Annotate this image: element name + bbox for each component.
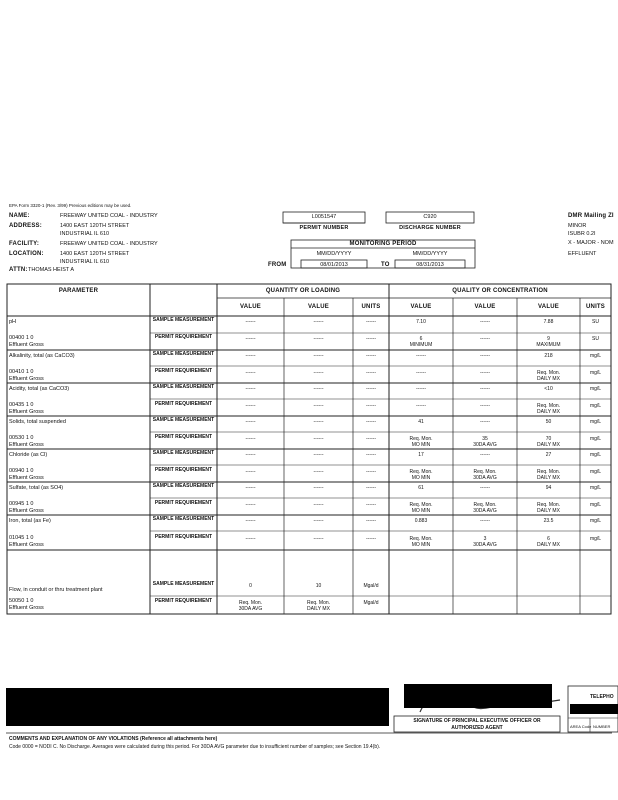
sample-cell: ------	[313, 485, 324, 491]
sample-cell: ------	[416, 353, 426, 359]
permit-cell: ------	[245, 468, 256, 475]
conc-col-value-3: VALUE	[538, 304, 559, 310]
sample-cell: ------	[245, 452, 256, 458]
permit-cell: ------	[366, 501, 376, 508]
permit-cell: ------	[366, 468, 376, 475]
permit-cell: Req. Mon. 30DA AVG	[473, 468, 497, 481]
sample-cell: ------	[245, 319, 256, 325]
permit-label: PERMIT REQUIREMENT	[154, 598, 213, 604]
sample-cell: ------	[366, 485, 376, 491]
qty-col-value-2: VALUE	[308, 304, 329, 310]
sample-label: SAMPLE MEASUREMENT	[152, 483, 215, 489]
sample-cell: 94	[545, 485, 552, 491]
param-code: 00435 1 0	[9, 401, 34, 408]
address-label: ADDRESS:	[9, 223, 42, 229]
sample-cell: mg/L	[589, 452, 602, 458]
param-code: 00945 1 0	[9, 500, 34, 507]
sample-cell: ------	[480, 452, 490, 458]
permit-cell: ------	[366, 435, 376, 442]
name-value: FREEWAY UNITED COAL - INDUSTRY	[60, 213, 158, 219]
permit-label: PERMIT REQUIREMENT	[154, 400, 213, 407]
sample-cell: Mgal/d	[363, 583, 379, 589]
redacted-block-left	[6, 688, 389, 726]
conc-header: QUALITY OR CONCENTRATION	[452, 288, 548, 294]
param-name: Sulfate, total (as SO4)	[9, 485, 64, 491]
to-label: TO	[381, 262, 390, 268]
permit-cell: 70 DAILY MX	[537, 435, 560, 448]
permit-cell: ------	[313, 535, 324, 542]
permit-cell: Req. Mon. MO MIN	[409, 501, 433, 514]
permit-cell: ------	[416, 369, 426, 376]
permit-cell: ------	[480, 369, 490, 376]
param-location: Effluent Gross	[9, 605, 44, 611]
permit-cell: ------	[313, 402, 324, 409]
conc-col-value-2: VALUE	[474, 304, 496, 310]
permit-cell: mg/L	[589, 402, 602, 409]
param-location: Effluent Gross	[9, 408, 44, 415]
permit-cell: Req. Mon. DAILY MX	[536, 501, 561, 514]
comments-title: COMMENTS AND EXPLANATION OF ANY VIOLATIONS (Reference all attachments here)	[9, 736, 218, 742]
sample-cell: ------	[313, 386, 324, 392]
permit-cell: mg/L	[589, 535, 602, 542]
permit-cell: Req. Mon. MO MIN	[409, 435, 433, 448]
sample-cell: ------	[366, 518, 376, 524]
to-date: 08/31/2013	[416, 262, 444, 268]
sample-cell: ------	[480, 319, 490, 325]
permit-label: PERMIT REQUIREMENT	[154, 367, 213, 374]
param-location: Effluent Gross	[9, 474, 44, 481]
param-name: Iron, total (as Fe)	[9, 518, 51, 524]
permit-cell: ------	[245, 402, 256, 409]
form-note: EPA Form 3320-1 (Rev. 3/99) Previous editions may be used.	[9, 203, 132, 208]
sample-cell: ------	[366, 419, 376, 425]
right-line2: ISUBR 0.2I	[568, 231, 596, 237]
attn-label: ATTN:	[9, 267, 28, 273]
sample-cell: ------	[313, 319, 324, 325]
permit-cell: 3 30DA AVG	[473, 535, 497, 548]
sample-cell: ------	[366, 452, 376, 458]
permit-cell: mg/L	[589, 369, 602, 376]
permit-cell: mg/L	[589, 468, 602, 475]
redacted-block-signature	[404, 684, 552, 708]
qty-header: QUANTITY OR LOADING	[265, 288, 341, 294]
permit-cell: ------	[480, 336, 490, 342]
permit-cell: Req. Mon. MO MIN	[409, 535, 433, 548]
sample-cell: 0.883	[414, 518, 428, 524]
permit-cell: ------	[313, 369, 324, 376]
conc-col-units: UNITS	[586, 304, 605, 310]
from-label: FROM	[268, 262, 287, 268]
permit-cell: Req. Mon. DAILY MX	[536, 468, 561, 481]
sample-cell: ------	[245, 518, 256, 524]
qty-col-value-1: VALUE	[240, 304, 261, 310]
signature-caption-2: AUTHORIZED AGENT	[451, 725, 503, 731]
permit-cell: mg/L	[589, 501, 602, 508]
permit-cell: Req. Mon. DAILY MX	[306, 600, 331, 612]
discharge-number-value: C920	[423, 214, 437, 220]
permit-cell: Req. Mon. 30DA AVG	[473, 501, 497, 514]
from-date: 08/01/2013	[320, 262, 348, 268]
permit-cell: ------	[480, 402, 490, 409]
location-line2: INDUSTRIAL IL 610	[60, 259, 110, 265]
address-line1: 1400 EAST 120TH STREET	[60, 223, 130, 229]
permit-cell: ------	[245, 501, 256, 508]
sample-cell: <10	[544, 386, 553, 392]
sample-label: SAMPLE MEASUREMENT	[152, 450, 215, 456]
sample-label: SAMPLE MEASUREMENT	[152, 516, 215, 522]
sample-cell: ------	[245, 353, 256, 359]
param-code: 00410 1 0	[9, 368, 34, 375]
sample-cell: ------	[245, 386, 256, 392]
permit-cell: Req. Mon. MO MIN	[409, 468, 433, 481]
sample-label: SAMPLE MEASUREMENT	[152, 417, 215, 423]
right-line4: EFFLUENT	[568, 251, 597, 257]
param-name: pH	[9, 319, 17, 325]
signature-caption-1: SIGNATURE OF PRINCIPAL EXECUTIVE OFFICER OR	[413, 718, 541, 724]
permit-cell: 6 MINIMUM	[409, 336, 433, 348]
sample-cell: ------	[480, 386, 490, 392]
param-code: 50050 1 0	[9, 598, 34, 604]
permit-cell: Req. Mon. 30DA AVG	[238, 600, 263, 612]
sample-cell: mg/L	[589, 518, 602, 524]
permit-cell: ------	[245, 336, 256, 342]
permit-cell: ------	[313, 336, 324, 342]
conc-col-value-1: VALUE	[410, 304, 432, 310]
permit-label: PERMIT REQUIREMENT	[154, 334, 213, 340]
attn-value: THOMAS HEIST A	[28, 267, 75, 273]
permit-number-label: PERMIT NUMBER	[299, 225, 349, 231]
permit-cell: Req. Mon. DAILY MX	[536, 369, 561, 382]
from-date-format: MM/DD/YYYY	[316, 251, 352, 257]
sample-cell: mg/L	[589, 419, 602, 425]
param-code: 01045 1 0	[9, 534, 34, 541]
qty-col-units: UNITS	[361, 304, 381, 310]
sample-cell: 7.88	[543, 319, 554, 325]
permit-cell: 9 MAXIMUM	[536, 336, 561, 348]
param-name: Chloride (as Cl)	[9, 452, 48, 458]
location-label: LOCATION:	[9, 251, 44, 257]
sample-cell: ------	[480, 485, 490, 491]
sample-cell: ------	[480, 419, 490, 425]
permit-cell: ------	[366, 402, 376, 409]
sample-cell: ------	[366, 386, 376, 392]
permit-label: PERMIT REQUIREMENT	[154, 433, 213, 440]
sample-cell: ------	[416, 386, 426, 392]
sample-cell: 50	[545, 419, 552, 425]
permit-cell: ------	[245, 369, 256, 376]
permit-cell: ------	[245, 535, 256, 542]
sample-cell: ------	[366, 319, 376, 325]
to-date-format: MM/DD/YYYY	[412, 251, 448, 257]
sample-label: SAMPLE MEASUREMENT	[152, 351, 215, 357]
sample-cell: mg/L	[589, 353, 602, 359]
permit-cell: 6 DAILY MX	[537, 535, 560, 548]
param-location: Effluent Gross	[9, 342, 44, 348]
permit-number-value: L0051547	[311, 214, 337, 220]
permit-cell: ------	[366, 535, 376, 542]
permit-cell: ------	[313, 468, 324, 475]
param-name: Solids, total suspended	[9, 419, 66, 425]
sample-cell: 7.10	[416, 319, 426, 325]
sample-label: SAMPLE MEASUREMENT	[152, 384, 215, 390]
sample-cell: 10	[315, 583, 322, 589]
permit-cell: Mgal/d	[363, 600, 379, 606]
param-name: Acidity, total (as CaCO3)	[9, 386, 70, 392]
permit-cell: ------	[366, 369, 376, 376]
sample-cell: 27	[545, 452, 552, 458]
param-code: 00530 1 0	[9, 434, 34, 441]
param-name: Alkalinity, total (as CaCO3)	[9, 353, 75, 359]
permit-label: PERMIT REQUIREMENT	[154, 533, 213, 540]
discharge-number-label: DISCHARGE NUMBER	[399, 225, 461, 231]
sample-label: SAMPLE MEASUREMENT	[152, 581, 215, 587]
sample-cell: 0	[249, 583, 252, 589]
redacted-block-phone	[570, 704, 618, 714]
param-code: 00940 1 0	[9, 467, 34, 474]
facility-label: FACILITY:	[9, 241, 40, 247]
number-label: NUMBER	[593, 724, 611, 729]
comments-text: Code 0000 = NODI C. No Discharge. Averages were calculated during this period. For 30DA AVG parameter due to insufficient number of samples; see Section 19.4(b).	[9, 744, 381, 750]
sample-cell: ------	[313, 518, 324, 524]
sample-cell: 41	[418, 419, 424, 425]
param-header: PARAMETER	[58, 288, 99, 294]
permit-cell: ------	[416, 402, 426, 409]
sample-cell: ------	[480, 353, 490, 359]
sample-cell: ------	[245, 419, 256, 425]
param-name: Flow, in conduit or thru treatment plant	[9, 587, 103, 593]
sample-cell: SU	[592, 319, 599, 325]
permit-cell: ------	[366, 336, 376, 342]
permit-label: PERMIT REQUIREMENT	[154, 466, 213, 473]
sample-label: SAMPLE MEASUREMENT	[152, 317, 215, 323]
permit-cell: ------	[245, 435, 256, 442]
sample-cell: ------	[366, 353, 376, 359]
sample-cell: 61	[418, 485, 424, 491]
permit-cell: ------	[313, 435, 324, 442]
area-code-label: AREA Code	[570, 724, 592, 729]
sample-cell: ------	[313, 452, 324, 458]
permit-cell: 35 30DA AVG	[473, 435, 497, 448]
sample-cell: 218	[544, 353, 553, 359]
right-line1: MINOR	[568, 223, 587, 229]
param-code: 00400 1 0	[9, 335, 34, 341]
param-location: Effluent Gross	[9, 507, 44, 514]
permit-cell: ------	[313, 501, 324, 508]
sample-cell: ------	[480, 518, 490, 524]
sample-cell: ------	[313, 419, 324, 425]
sample-cell: mg/L	[589, 485, 602, 491]
param-location: Effluent Gross	[9, 441, 44, 448]
sample-cell: 17	[418, 452, 424, 458]
sample-cell: ------	[313, 353, 324, 359]
right-line3: X - MAJOR - NOM	[568, 240, 614, 246]
location-line1: 1400 EAST 120TH STREET	[60, 251, 130, 257]
param-location: Effluent Gross	[9, 375, 44, 382]
permit-cell: Req. Mon. DAILY MX	[536, 402, 561, 415]
sample-cell: ------	[245, 485, 256, 491]
permit-cell: SU	[592, 336, 599, 342]
right-title: DMR Mailing ZI	[568, 213, 614, 219]
telephone-label: TELEPHO	[590, 694, 614, 700]
name-label: NAME:	[9, 213, 30, 219]
param-location: Effluent Gross	[9, 541, 44, 548]
facility-value: FREEWAY UNITED COAL - INDUSTRY	[60, 241, 158, 247]
monitoring-period-label: MONITORING PERIOD	[349, 241, 417, 247]
sample-cell: 23.5	[543, 518, 554, 524]
permit-cell: mg/L	[589, 435, 602, 442]
address-line2: INDUSTRIAL IL 610	[60, 231, 110, 237]
sample-cell: mg/L	[589, 386, 602, 392]
permit-label: PERMIT REQUIREMENT	[154, 499, 213, 506]
